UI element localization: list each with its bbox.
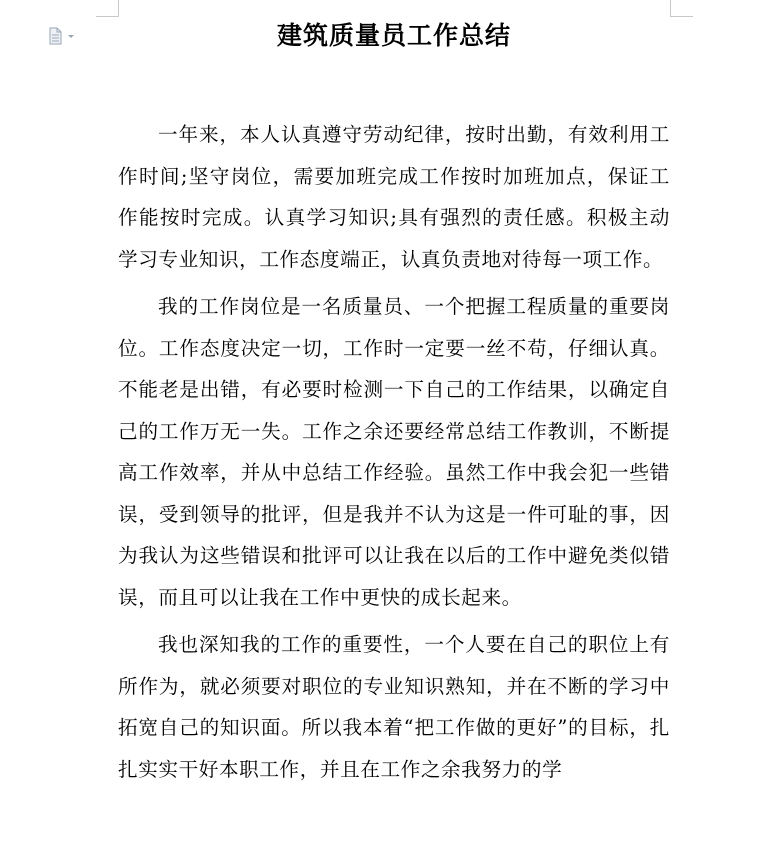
page-corner-mark-left <box>96 0 119 17</box>
paragraph: 一年来，本人认真遵守劳动纪律，按时出勤，有效利用工作时间;坚守岗位，需要加班完成工作按时加班加点，保证工作能按时完成。认真学习知识;具有强烈的责任感。积极主动学习专业知识，工作态度端正，认真负责地对待每一项工作。 <box>118 123 670 271</box>
paragraph: 我也深知我的工作的重要性，一个人要在自己的职位上有所作为，就必须要对职位的专业知识熟知，并在不断的学习中拓宽自己的知识面。所以我本着“把工作做的更好”的目标，扎扎实实干好本职工作，并且在工作之余我努力的学 <box>118 633 670 781</box>
document-body <box>118 114 670 796</box>
page-corner-mark-right <box>670 0 693 17</box>
document-menu-button[interactable] <box>49 27 79 45</box>
paragraph: 我的工作岗位是一名质量员、一个把握工程质量的重要岗位。工作态度决定一切，工作时一定要一丝不苟，仔细认真。不能老是出错，有必要时检测一下自己的工作结果，以确定自己的工作万无一失。工作之余还要经常总结工作教训，不断提高工作效率，并从中总结工作经验。虽然工作中我会犯一些错误，受到领导的批评，但是我并不认为这是一件可耻的事，因为我认为这些错误和批评可以让我在以后的工作中避免类似错误，而且可以让我在工作中更快的成长起来。 <box>118 295 670 609</box>
document-icon <box>50 28 61 44</box>
chevron-down-icon <box>68 35 74 38</box>
document-title: 建筑质量员工作总结 <box>276 21 511 50</box>
